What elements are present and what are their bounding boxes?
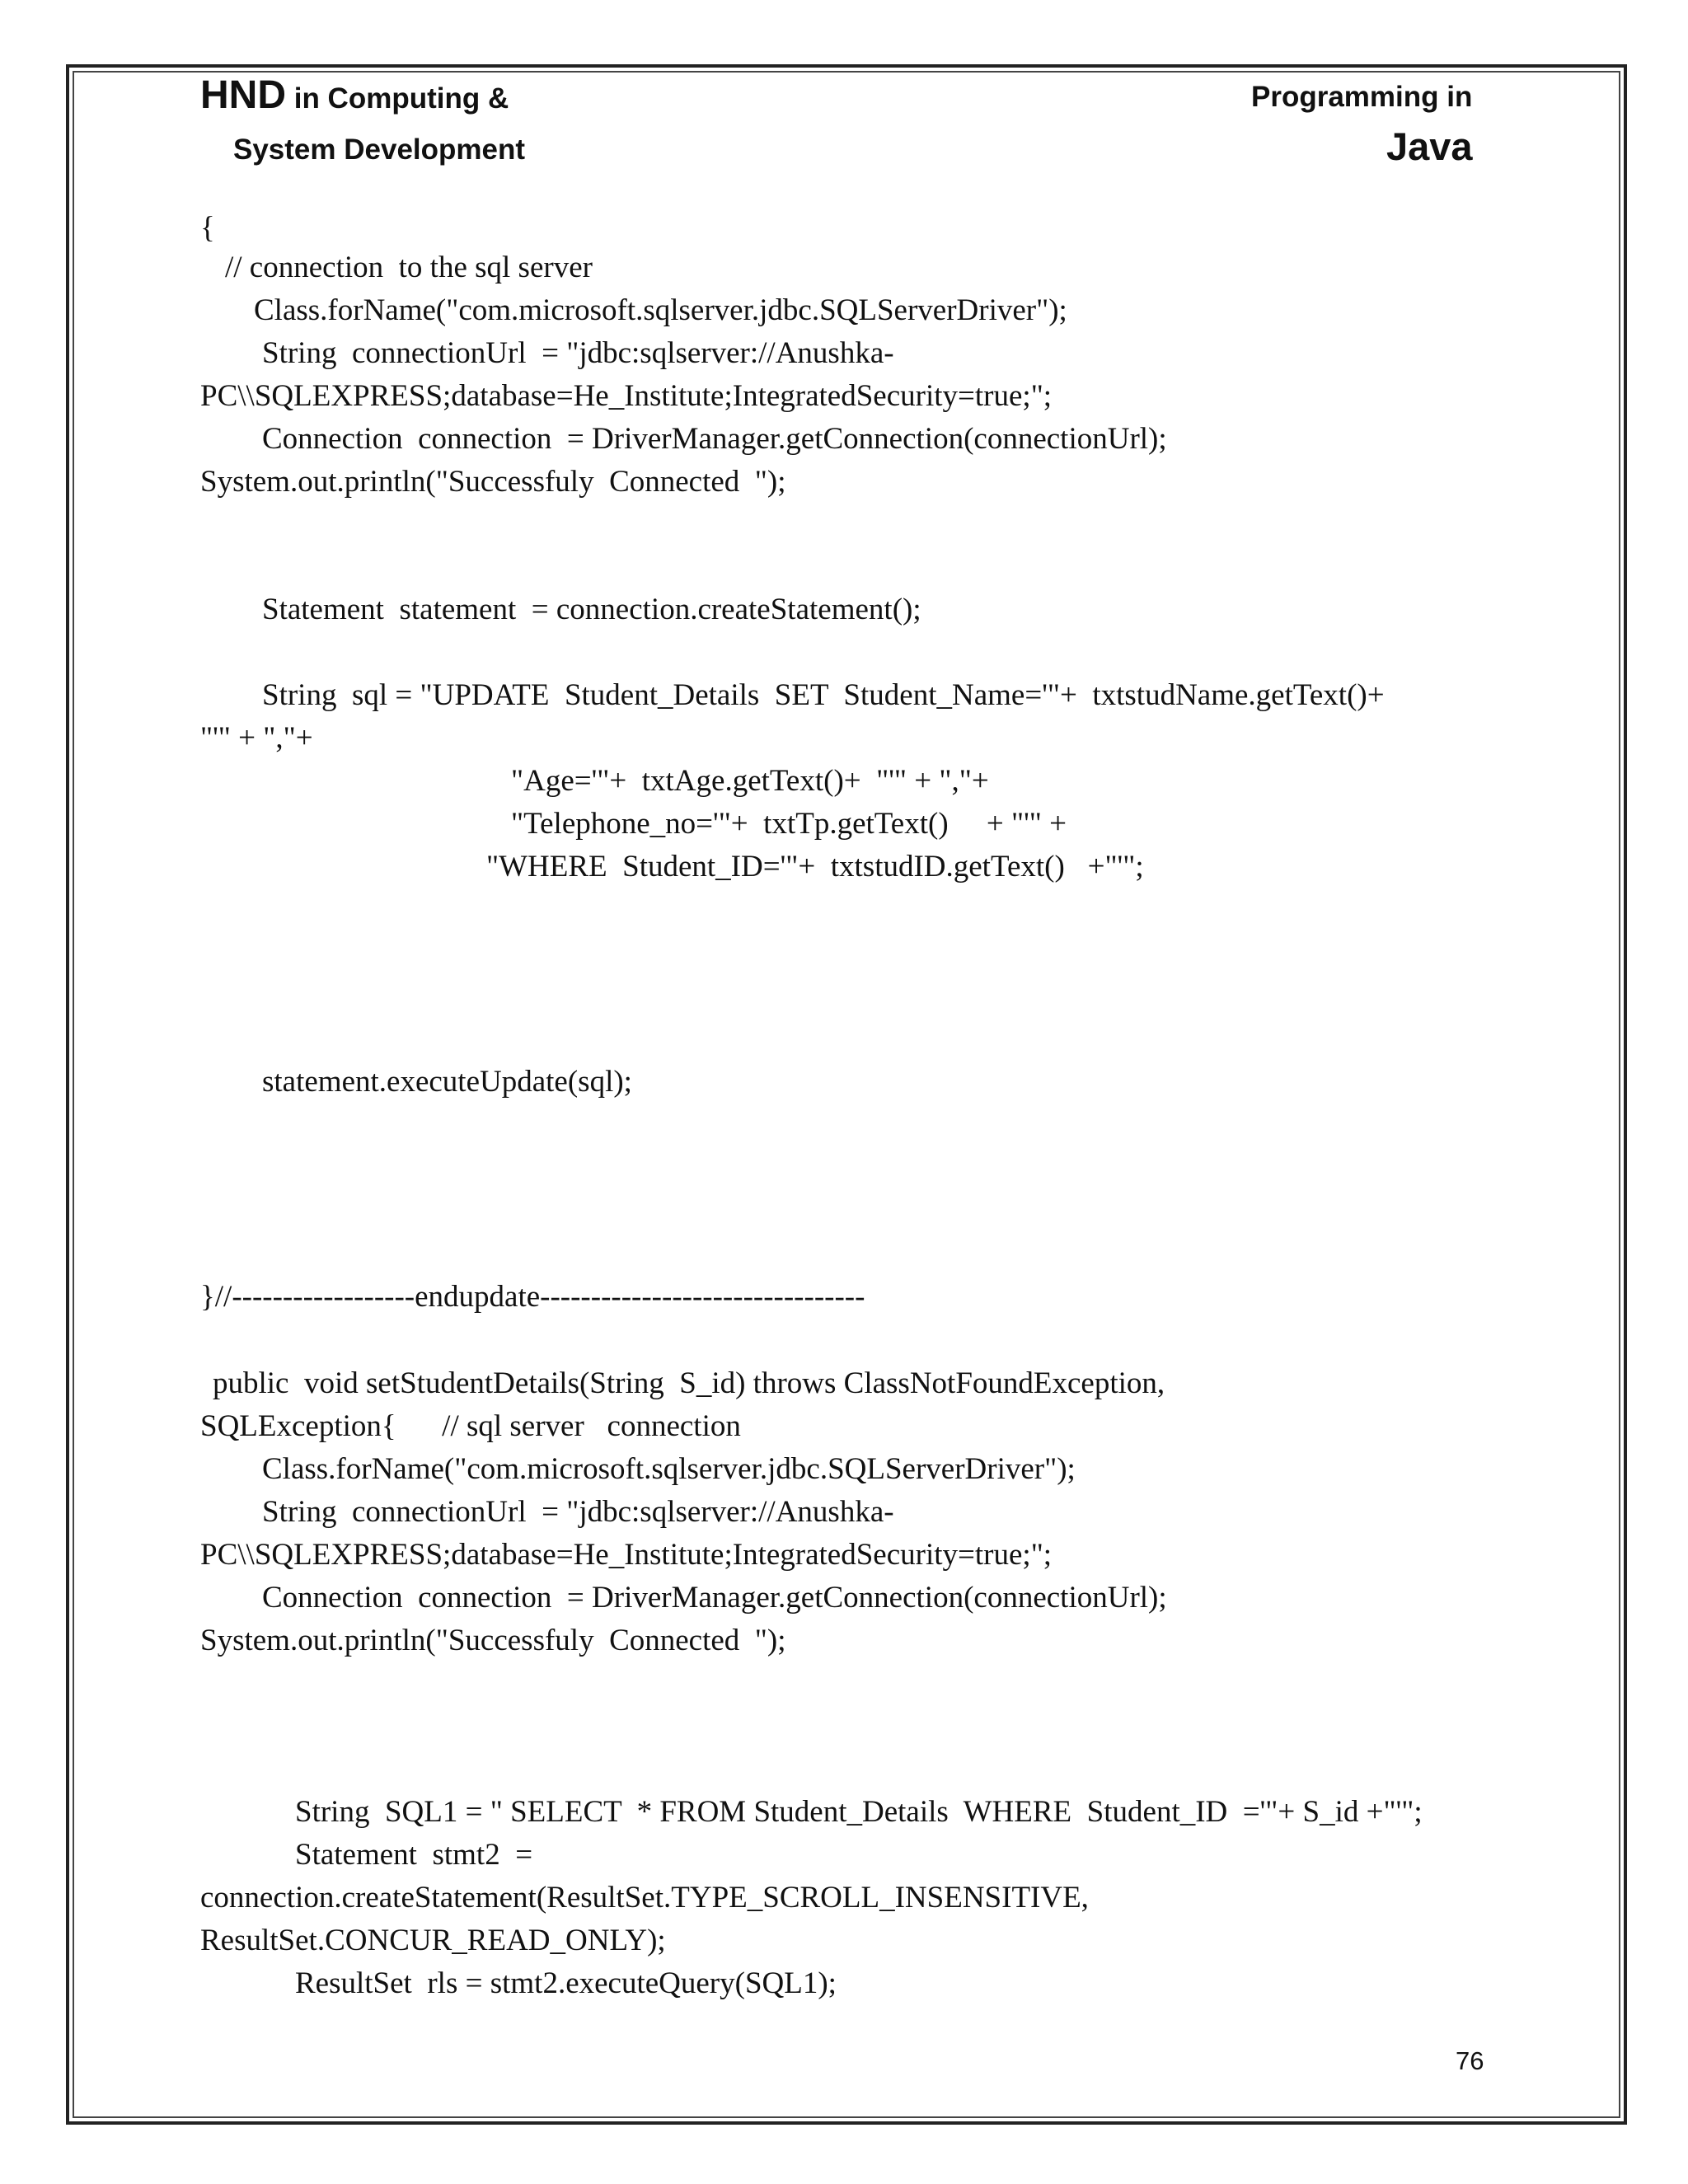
code-line: String connectionUrl = "jdbc:sqlserver://Anushka- bbox=[262, 336, 894, 370]
code-line: Statement statement = connection.createStatement(); bbox=[262, 593, 921, 626]
code-line: ResultSet.CONCUR_READ_ONLY); bbox=[200, 1924, 666, 1957]
code-line: connection.createStatement(ResultSet.TYPE_SCROLL_INSENSITIVE, bbox=[200, 1881, 1089, 1915]
code-line: Class.forName("com.microsoft.sqlserver.jdbc.SQLServerDriver"); bbox=[262, 1452, 1076, 1486]
code-line: { bbox=[200, 211, 215, 245]
code-line: "'" + ","+ bbox=[200, 721, 313, 755]
code-line: ResultSet rls = stmt2.executeQuery(SQL1); bbox=[295, 1966, 837, 2000]
code-line: // connection to the sql server bbox=[225, 251, 593, 284]
code-line: }//------------------endupdate-------------------------------- bbox=[200, 1280, 865, 1314]
code-line: statement.executeUpdate(sql); bbox=[262, 1065, 632, 1099]
code-line: String connectionUrl = "jdbc:sqlserver://Anushka- bbox=[262, 1495, 894, 1529]
code-line: SQLException{ // sql server connection bbox=[200, 1409, 741, 1443]
code-line: Connection connection = DriverManager.getConnection(connectionUrl); bbox=[262, 422, 1167, 456]
code-line: Class.forName("com.microsoft.sqlserver.jdbc.SQLServerDriver"); bbox=[254, 293, 1067, 327]
header-computing: in Computing & bbox=[286, 82, 509, 115]
page-number: 76 bbox=[1456, 2046, 1484, 2075]
code-line: String sql = "UPDATE Student_Details SET Student_Name='"+ txtstudName.getText()+ bbox=[262, 678, 1385, 712]
code-line: "Age='"+ txtAge.getText()+ "'" + ","+ bbox=[511, 764, 989, 798]
code-line: Statement stmt2 = bbox=[295, 1838, 533, 1872]
code-line: "WHERE Student_ID='"+ txtstudID.getText() +"'"; bbox=[486, 850, 1144, 883]
header-system-development: System Development bbox=[233, 134, 526, 166]
code-line: PC\\SQLEXPRESS;database=He_Institute;IntegratedSecurity=true;"; bbox=[200, 1538, 1053, 1572]
header-hnd: HND bbox=[200, 73, 286, 117]
code-line: "Telephone_no='"+ txtTp.getText() + "'" + bbox=[511, 807, 1067, 841]
header-java: Java bbox=[1386, 124, 1473, 168]
code-line: System.out.println("Successfuly Connected "); bbox=[200, 465, 786, 499]
code-line: System.out.println("Successfuly Connected "); bbox=[200, 1624, 786, 1657]
code-line: Connection connection = DriverManager.getConnection(connectionUrl); bbox=[262, 1581, 1167, 1615]
header-programming-in: Programming in bbox=[1251, 81, 1473, 113]
code-line: PC\\SQLEXPRESS;database=He_Institute;IntegratedSecurity=true;"; bbox=[200, 379, 1053, 413]
code-line: public void setStudentDetails(String S_id) throws ClassNotFoundException, bbox=[213, 1366, 1165, 1400]
code-line: String SQL1 = " SELECT * FROM Student_Details WHERE Student_ID ='"+ S_id +"'"; bbox=[295, 1795, 1423, 1829]
